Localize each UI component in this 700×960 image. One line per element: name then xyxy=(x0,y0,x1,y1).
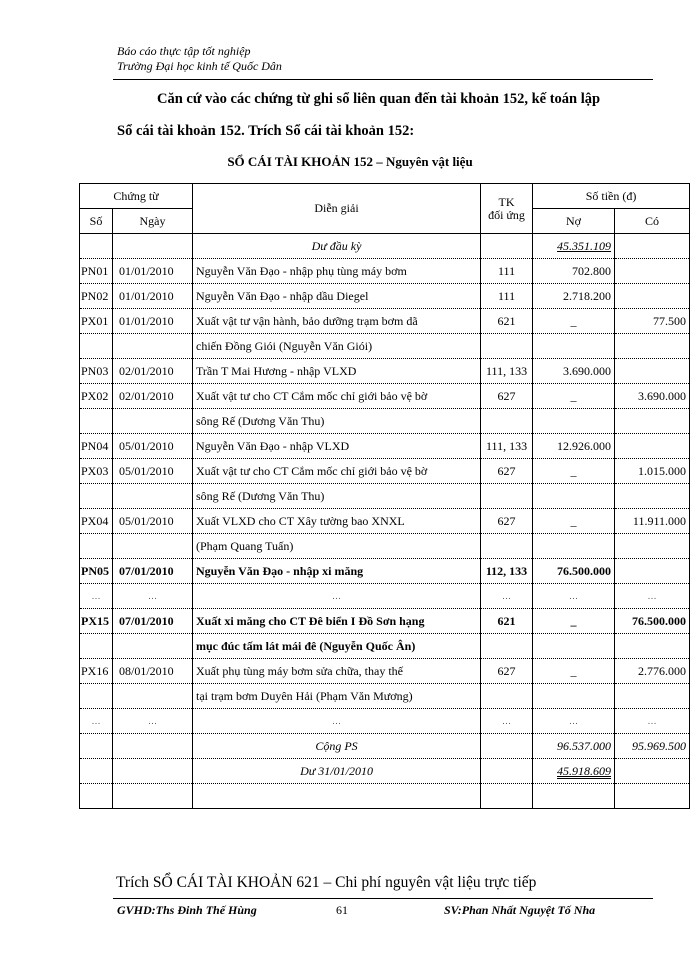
cell-empty xyxy=(481,534,533,559)
credit-amount xyxy=(615,284,690,309)
contra-account: 112, 133 xyxy=(481,559,533,584)
ellipsis-cell: … xyxy=(615,584,690,609)
ellipsis-cell: … xyxy=(113,709,193,734)
col-amount: Số tiền (đ) xyxy=(533,184,690,209)
voucher-no: PN02 xyxy=(80,284,113,309)
ledger-row xyxy=(80,559,690,584)
header-rule xyxy=(113,79,653,80)
footer-rule xyxy=(113,898,653,899)
description-continued: (Phạm Quang Tuấn) xyxy=(193,534,481,559)
credit-amount xyxy=(615,559,690,584)
cell-empty xyxy=(615,784,690,809)
cell-empty xyxy=(533,634,615,659)
total-debit: 96.537.000 xyxy=(533,734,615,759)
contra-account: 627 xyxy=(481,384,533,409)
ledger-body xyxy=(80,234,690,809)
ellipsis-row xyxy=(80,584,690,609)
cell-empty xyxy=(481,684,533,709)
ellipsis-cell: … xyxy=(80,709,113,734)
col-contra-account-line2: đối ứng xyxy=(488,207,525,222)
description-continued: chiến Đồng Giói (Nguyễn Văn Giói) xyxy=(193,334,481,359)
cell-empty xyxy=(533,484,615,509)
ledger-row xyxy=(80,659,690,684)
ledger-row xyxy=(80,359,690,384)
voucher-date: 08/01/2010 xyxy=(113,659,193,684)
ledger-row-continued xyxy=(80,484,690,509)
intro-line-1: Căn cứ vào các chứng từ ghi sổ liên quan đến tài khoản 152, kế toán lập xyxy=(157,91,601,107)
ellipsis-cell: … xyxy=(533,584,615,609)
ledger-row-continued xyxy=(80,634,690,659)
cell-empty xyxy=(80,684,113,709)
debit-amount: 76.500.000 xyxy=(533,559,615,584)
cell-empty xyxy=(80,484,113,509)
intro-line-2: Sổ cái tài khoản 152. Trích Sổ cái tài khoản 152: xyxy=(117,123,415,139)
col-contra-account-line1: TK xyxy=(498,194,515,209)
header-report-title: Báo cáo thực tập tốt nghiệp xyxy=(117,44,251,58)
cell-empty xyxy=(481,759,533,784)
credit-amount: 2.776.000 xyxy=(615,659,690,684)
cell-empty xyxy=(615,234,690,259)
cell-empty xyxy=(80,634,113,659)
cell-empty xyxy=(533,534,615,559)
description-continued: sông Rế (Dương Văn Thu) xyxy=(193,409,481,434)
cell-empty xyxy=(80,734,113,759)
cell-empty xyxy=(533,684,615,709)
ellipsis-cell: … xyxy=(80,584,113,609)
cell-empty xyxy=(481,734,533,759)
opening-balance-label: Dư đầu kỳ xyxy=(193,234,481,259)
ledger-title: SỔ CÁI TÀI KHOẢN 152 – Nguyên vật liệu xyxy=(227,154,473,169)
cell-empty xyxy=(193,784,481,809)
closing-balance-debit: 45.918.609 xyxy=(533,759,615,784)
voucher-no: PX02 xyxy=(80,384,113,409)
ledger-row xyxy=(80,284,690,309)
ledger-row xyxy=(80,434,690,459)
description: Nguyễn Văn Đạo - nhập xi măng xyxy=(193,559,481,584)
description-continued: sông Rế (Dương Văn Thu) xyxy=(193,484,481,509)
ledger-row xyxy=(80,384,690,409)
cell-empty xyxy=(113,684,193,709)
cell-empty xyxy=(113,784,193,809)
cell-empty xyxy=(615,634,690,659)
voucher-no: PN01 xyxy=(80,259,113,284)
closing-balance-row xyxy=(80,759,690,784)
cell-empty xyxy=(615,684,690,709)
contra-account: 621 xyxy=(481,609,533,634)
ledger-row-continued xyxy=(80,409,690,434)
col-debit: Nợ xyxy=(533,209,615,234)
ledger-row xyxy=(80,509,690,534)
cell-empty xyxy=(80,409,113,434)
next-ledger-heading: Trích SỔ CÁI TÀI KHOẢN 621 – Chi phí nguyên vật liệu trực tiếp xyxy=(116,874,537,891)
ledger-row-continued xyxy=(80,334,690,359)
debit-amount: _ xyxy=(533,659,615,684)
credit-amount: 11.911.000 xyxy=(615,509,690,534)
ledger-table xyxy=(79,183,690,809)
contra-account: 627 xyxy=(481,459,533,484)
col-voucher-no: Số xyxy=(80,209,113,234)
footer-page-number: 61 xyxy=(336,903,348,917)
description: Xuất vật tư cho CT Cắm mốc chỉ giới bảo vệ bờ xyxy=(193,459,481,484)
voucher-no: PX03 xyxy=(80,459,113,484)
total-row xyxy=(80,734,690,759)
ledger-row xyxy=(80,309,690,334)
contra-account: 627 xyxy=(481,659,533,684)
cell-empty xyxy=(533,784,615,809)
voucher-date: 07/01/2010 xyxy=(113,609,193,634)
cell-empty xyxy=(615,484,690,509)
total-label: Cộng PS xyxy=(193,734,481,759)
ellipsis-cell: … xyxy=(193,709,481,734)
voucher-date: 01/01/2010 xyxy=(113,259,193,284)
cell-empty xyxy=(615,759,690,784)
voucher-no: PN05 xyxy=(80,559,113,584)
total-credit: 95.969.500 xyxy=(615,734,690,759)
voucher-date: 05/01/2010 xyxy=(113,509,193,534)
description-continued: tại trạm bơm Duyên Hải (Phạm Văn Mương) xyxy=(193,684,481,709)
cell-empty xyxy=(80,334,113,359)
cell-empty xyxy=(80,759,113,784)
voucher-date: 07/01/2010 xyxy=(113,559,193,584)
voucher-no: PX15 xyxy=(80,609,113,634)
voucher-date: 02/01/2010 xyxy=(113,384,193,409)
cell-empty xyxy=(113,409,193,434)
contra-account: 627 xyxy=(481,509,533,534)
voucher-date: 01/01/2010 xyxy=(113,309,193,334)
col-description: Diễn giải xyxy=(193,184,481,234)
cell-empty xyxy=(80,534,113,559)
ledger-row xyxy=(80,459,690,484)
ledger-row-continued xyxy=(80,684,690,709)
cell-empty xyxy=(481,484,533,509)
ledger-row xyxy=(80,259,690,284)
footer-advisor: GVHD:Ths Đinh Thế Hùng xyxy=(117,903,257,917)
description: Xuất phụ tùng máy bơm sửa chữa, thay thế xyxy=(193,659,481,684)
debit-amount: _ xyxy=(533,459,615,484)
cell-empty xyxy=(481,409,533,434)
blank-row xyxy=(80,784,690,809)
debit-amount: _ xyxy=(533,509,615,534)
closing-balance-label: Dư 31/01/2010 xyxy=(193,759,481,784)
cell-empty xyxy=(113,234,193,259)
voucher-date: 02/01/2010 xyxy=(113,359,193,384)
ledger-row xyxy=(80,609,690,634)
cell-empty xyxy=(113,634,193,659)
debit-amount: 2.718.200 xyxy=(533,284,615,309)
opening-balance-debit: 45.351.109 xyxy=(533,234,615,259)
voucher-date: 05/01/2010 xyxy=(113,459,193,484)
cell-empty xyxy=(615,334,690,359)
col-voucher-date: Ngày xyxy=(113,209,193,234)
contra-account: 111 xyxy=(481,284,533,309)
description: Xuất xi măng cho CT Đê biển I Đồ Sơn hạng xyxy=(193,609,481,634)
description-continued: mục đúc tấm lát mái đê (Nguyễn Quốc Ân) xyxy=(193,634,481,659)
debit-amount: _ xyxy=(533,609,615,634)
cell-empty xyxy=(481,234,533,259)
ellipsis-row xyxy=(80,709,690,734)
voucher-no: PN03 xyxy=(80,359,113,384)
cell-empty xyxy=(481,334,533,359)
ellipsis-cell: … xyxy=(113,584,193,609)
credit-amount: 77.500 xyxy=(615,309,690,334)
voucher-date: 05/01/2010 xyxy=(113,434,193,459)
debit-amount: 702.800 xyxy=(533,259,615,284)
ellipsis-cell: … xyxy=(615,709,690,734)
col-credit: Có xyxy=(615,209,690,234)
debit-amount: _ xyxy=(533,384,615,409)
ledger-row-continued xyxy=(80,534,690,559)
cell-empty xyxy=(533,334,615,359)
cell-empty xyxy=(113,534,193,559)
col-contra-account xyxy=(481,184,533,234)
credit-amount xyxy=(615,259,690,284)
contra-account: 111 xyxy=(481,259,533,284)
voucher-no: PN04 xyxy=(80,434,113,459)
description: Trần T Mai Hương - nhập VLXD xyxy=(193,359,481,384)
description: Xuất vật tư vận hành, bảo dưỡng trạm bơm dã xyxy=(193,309,481,334)
ellipsis-cell: … xyxy=(193,584,481,609)
running-header xyxy=(117,44,655,74)
cell-empty xyxy=(615,409,690,434)
description: Nguyễn Văn Đạo - nhập dầu Diegel xyxy=(193,284,481,309)
description: Xuất vật tư cho CT Cắm mốc chỉ giới bảo vệ bờ xyxy=(193,384,481,409)
debit-amount: 3.690.000 xyxy=(533,359,615,384)
contra-account: 111, 133 xyxy=(481,359,533,384)
voucher-no: PX01 xyxy=(80,309,113,334)
col-voucher: Chứng từ xyxy=(80,184,193,209)
ellipsis-cell: … xyxy=(533,709,615,734)
cell-empty xyxy=(113,734,193,759)
cell-empty xyxy=(113,759,193,784)
cell-empty xyxy=(533,409,615,434)
description: Nguyễn Văn Đạo - nhập phụ tùng máy bơm xyxy=(193,259,481,284)
cell-empty xyxy=(481,784,533,809)
voucher-no: PX16 xyxy=(80,659,113,684)
cell-empty xyxy=(615,534,690,559)
contra-account: 111, 133 xyxy=(481,434,533,459)
cell-empty xyxy=(80,784,113,809)
credit-amount: 1.015.000 xyxy=(615,459,690,484)
ellipsis-cell: … xyxy=(481,584,533,609)
cell-empty xyxy=(481,634,533,659)
ellipsis-cell: … xyxy=(481,709,533,734)
cell-empty xyxy=(80,234,113,259)
intro-paragraph xyxy=(117,83,657,147)
description: Xuất VLXD cho CT Xây tường bao XNXL xyxy=(193,509,481,534)
header-university: Trường Đại học kinh tế Quốc Dân xyxy=(117,59,282,73)
debit-amount: 12.926.000 xyxy=(533,434,615,459)
debit-amount: _ xyxy=(533,309,615,334)
contra-account: 621 xyxy=(481,309,533,334)
cell-empty xyxy=(113,484,193,509)
credit-amount xyxy=(615,359,690,384)
cell-empty xyxy=(113,334,193,359)
voucher-no: PX04 xyxy=(80,509,113,534)
footer-student: SV:Phan Nhất Nguyệt Tố Nha xyxy=(444,903,596,917)
credit-amount xyxy=(615,434,690,459)
opening-balance-row xyxy=(80,234,690,259)
description: Nguyễn Văn Đạo - nhập VLXD xyxy=(193,434,481,459)
credit-amount: 76.500.000 xyxy=(615,609,690,634)
credit-amount: 3.690.000 xyxy=(615,384,690,409)
voucher-date: 01/01/2010 xyxy=(113,284,193,309)
